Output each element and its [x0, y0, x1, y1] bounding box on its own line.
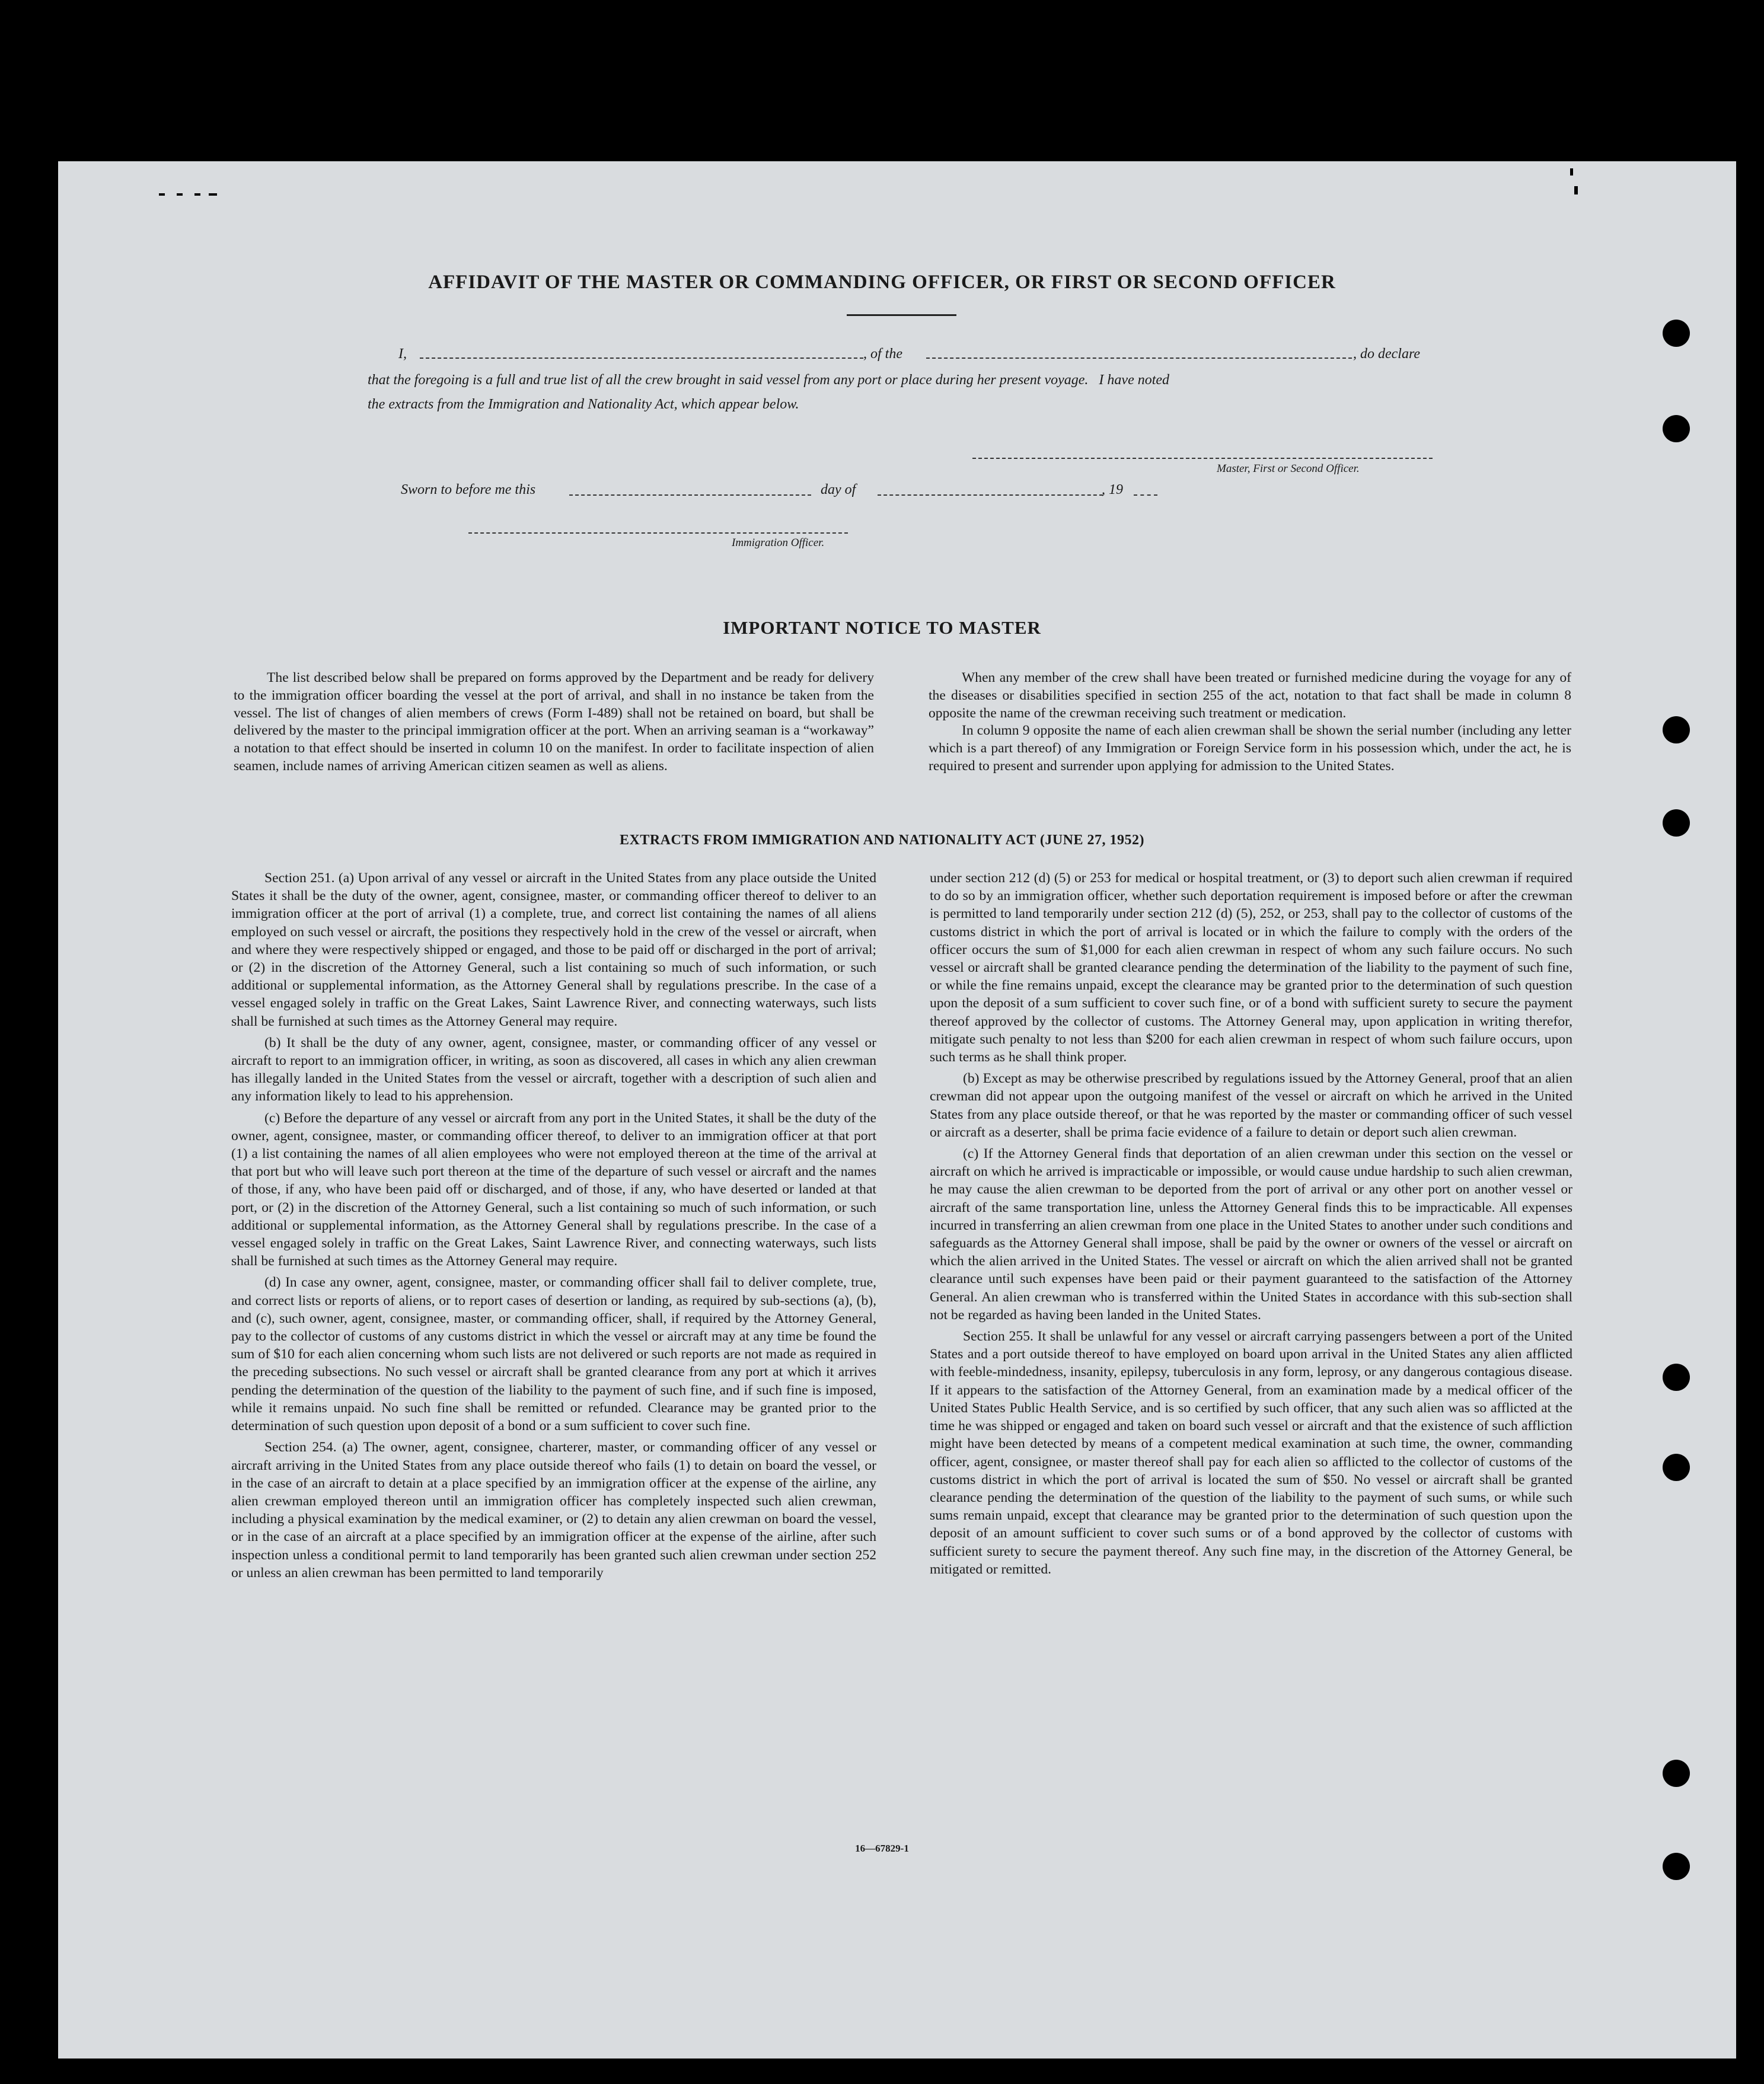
of-the-label: , of the	[863, 346, 902, 362]
declaration-line-1: that the foregoing is a full and true list of all the crew brought in said vessel from any port or place during her present voyage. I have noted	[368, 372, 1170, 388]
declaration-line-2: the extracts from the Immigration and Nationality Act, which appear below.	[368, 397, 799, 412]
sec-254-a: Section 254. (a) The owner, agent, consignee, charterer, master, or commanding officer of any vessel or aircraft arriving in the United States from any place outside thereof who fails (1) to detain on board the vessel, or in the case of an aircraft to detain at a place specified by an immigration officer at the expense of the airline, any alien crewman employed thereon until an immigration officer has completely inspected such alien crewman, including a physical examination by the medical examiner, or (2) to detain any alien crewman on board the vessel, or in the case of an aircraft at a place specified by an immigration officer at the expense of the airline, after such inspection unless a conditional permit to land temporarily has been granted such alien crewman under section 252 or unless an alien crewman has been permitted to land temporarily	[231, 1440, 876, 1581]
sec-251-a: Section 251. (a) Upon arrival of any vessel or aircraft in the United States from any place outside the United States it shall be the duty of the owner, agent, consignee, master, or commanding officer thereof to deliver to an immigration officer at the port of arrival (1) a complete, true, and correct list containing the names of all aliens employed on such vessel or aircraft, the positions they respectively hold in the crew of the vessel or aircraft, when and where they were respectively shipped or engaged, and those to be paid off or discharged in the port of arrival; or (2) in the discretion of the Attorney General, such a list containing so much of such information, or such additional or supplemental information, as the Attorney General shall by regulations prescribe. In the case of a vessel engaged solely in traffic on the Great Lakes, Saint Lawrence River, and connecting waterways, such lists shall be furnished at such times as the Attorney General may require.	[231, 870, 876, 1029]
extracts-left-column	[231, 869, 876, 1582]
binder-hole	[1663, 1760, 1690, 1787]
title-rule	[847, 314, 956, 316]
master-signature-label: Master, First or Second Officer.	[1217, 462, 1360, 475]
sec-251-d: (d) In case any owner, agent, consignee, master, or commanding officer shall fail to deliver complete, true, and correct lists or reports of aliens, or to report cases of desertion or landing, as required by sub-sections (a), (b), and (c), such owner, agent, consignee, master, or commanding officer, shall, if required by the Attorney General, pay to the collector of customs of any customs district in which the vessel or aircraft may at any time be found the sum of $10 for each alien concerning whom such lists are not delivered or such reports are not made as required in the preceding subsections. No such vessel or aircraft shall be granted clearance from any port at which it arrives pending the determination of the question of the liability to the payment of such fine, and if such fine is imposed, while it remains unpaid. No such fine shall be remitted or refunded. Clearance may be granted prior to the determination of such question upon deposit of a bond or a sum sufficient to cover such fine.	[231, 1275, 876, 1434]
vessel-blank[interactable]	[926, 358, 1352, 359]
do-declare-label: , do declare	[1353, 346, 1421, 362]
sworn-month-blank[interactable]	[878, 494, 1103, 496]
notice-title: IMPORTANT NOTICE TO MASTER	[723, 617, 1041, 638]
sec-254-c: (c) If the Attorney General finds that deportation of an alien crewman under this section on the vessel or aircraft on which he arrived is impracticable or impossible, or would cause undue hardship to such alien crewman, he may cause the alien crewman to be deported from the port of arrival or any other port on another vessel or aircraft of the same transportation line, unless the Attorney General finds this to be impracticable. All expenses incurred in transferring an alien crewman from one place in the United States to another under such conditions and safeguards as the Attorney General shall impose, shall be paid by the owner or owners of the vessel or aircraft on which the alien arrived in the United States. The vessel or aircraft on which the alien arrived shall not be granted clearance until such expenses have been paid or their payment guaranteed to the satisfaction of the Attorney General. An alien crewman who is transferred within the United States in accordance with this sub-section shall not be regarded as having been landed in the United States.	[930, 1146, 1572, 1323]
sec-254-b: (b) Except as may be otherwise prescribed by regulations issued by the Attorney General, proof that an alien crewman did not appear upon the outgoing manifest of the vessel or aircraft on which he arrived in the United States from any place outside thereof, or that he was reported by the master or commanding officer of such vessel or aircraft as a deserter, shall be prima facie evidence of a failure to detain or deport such alien crewman.	[930, 1071, 1572, 1140]
notice-right-paragraph-1: When any member of the crew shall have been treated or furnished medicine during the voyage for any of the diseases or disabilities specified in section 255 of the act, notation to that fact shall be made in column 8 opposite the name of the crewman receiving such treatment or medication.	[929, 670, 1571, 721]
year-blank[interactable]	[1134, 494, 1157, 496]
binder-hole	[1663, 1454, 1690, 1481]
extracts-right-column	[930, 869, 1572, 1578]
binder-hole	[1663, 1364, 1690, 1391]
sec-251-c: (c) Before the departure of any vessel or aircraft from any port in the United States, it shall be the duty of the owner, agent, consignee, master, or commanding officer thereof, to deliver to an immigration officer at that port (1) a list containing the names of all alien employees who were not employed thereon at the time of the arrival at that port but who will leave such port thereon at the time of the departure of such vessel or aircraft and the names of those, if any, who have been paid off or discharged, and of those, if any, who have deserted or landed at that port, or (2) in the discretion of the Attorney General, such a list containing so much of such information, or such additional or supplemental information, as the Attorney General shall by regulations prescribe. In the case of a vessel engaged solely in traffic on the Great Lakes, Saint Lawrence River, and connecting waterways, such lists shall be furnished at such times as the Attorney General may require.	[231, 1110, 876, 1269]
officer-signature-line[interactable]	[468, 532, 848, 534]
extracts-title: EXTRACTS FROM IMMIGRATION AND NATIONALITY ACT (JUNE 27, 1952)	[620, 832, 1144, 848]
master-signature-line[interactable]	[972, 458, 1433, 459]
binder-hole	[1663, 716, 1690, 743]
scan-speck	[177, 193, 183, 196]
notice-right-column	[929, 669, 1571, 775]
binder-hole	[1663, 320, 1690, 347]
binder-hole	[1663, 415, 1690, 442]
scan-speck	[194, 193, 200, 196]
year-label: , 19	[1102, 482, 1123, 497]
scan-speck	[159, 193, 165, 196]
notice-right-paragraph-2: In column 9 opposite the name of each alien crewman shall be shown the serial number (including any letter which is a part thereof) of any Immigration or Foreign Service form in his possession which, under the act, he is required to present and surrender upon applying for admission to the United States.	[929, 723, 1571, 774]
scan-speck	[209, 193, 217, 196]
notice-left-paragraph: The list described below shall be prepared on forms approved by the Department and be ready for delivery to the immigration officer boarding the vessel at the port of arrival, and shall in no instance be taken from the vessel. The list of changes of alien members of crews (Form I-489) shall not be retained on board, but shall be delivered by the master to the principal immigration officer at the port. When an arriving seaman is a “workaway” a notation to that effect should be inserted in column 10 on the manifest. In order to facilitate inspection of alien seamen, include names of arriving American citizen seamen as well as aliens.	[234, 670, 874, 774]
affidavit-title: AFFIDAVIT OF THE MASTER OR COMMANDING OFFICER, OR FIRST OR SECOND OFFICER	[428, 272, 1336, 293]
binder-hole	[1663, 1853, 1690, 1880]
i-label: I,	[398, 346, 407, 362]
sworn-day-blank[interactable]	[569, 494, 811, 496]
sworn-label: Sworn to before me this	[401, 482, 536, 497]
day-of-label: day of	[821, 482, 856, 497]
officer-signature-label: Immigration Officer.	[732, 537, 825, 549]
sec-255: Section 255. It shall be unlawful for any vessel or aircraft carrying passengers between a port of the United States and a port outside thereof to have employed on board upon arrival in the United States any alien afflicted with feeble-mindedness, insanity, epilepsy, tuberculosis in any form, leprosy, or any dangerous contagious disease. If it appears to the satisfaction of the Attorney General, from an examination made by a medical officer of the United States Public Health Service, and is so certified by such officer, that any such alien was so afflicted at the time he was shipped or engaged and taken on board such vessel or aircraft and that the existence of such affliction might have been detected by means of a competent medical examination at such time, the owner, commanding officer, agent, consignee, or master thereof shall pay for each alien so afflicted to the collector of customs of the customs district in which the port of arrival is located the sum of $50. No vessel or aircraft shall be granted clearance pending the determination of the question of the liability to the payment of such sums, or while such sums remain unpaid, except that clearance may be granted prior to the determination of such question upon the deposit of an amount sufficient to cover such sums or of a bond approved by the collector of customs with sufficient surety to secure the payment thereof. Any such fine may, in the discretion of the Attorney General, be mitigated or remitted.	[930, 1329, 1572, 1577]
scan-speck	[1574, 186, 1578, 194]
sec-254-a-cont: under section 212 (d) (5) or 253 for medical or hospital treatment, or (3) to deport such alien crewman if required to do so by an immigration officer, whether such deportation requirement is imposed before or after the crewman is permitted to land temporarily under section 212 (d) (5), 252, or 253, shall pay to the collector of customs of the customs district in which the port of arrival is located or in which the failure to comply with the orders of the officer occurs the sum of $1,000 for each alien crewman in respect of whom any such failure occurs. No such vessel or aircraft shall be granted clearance pending the determination of the liability to the payment of such fine, or while the fine remains unpaid, except the clearance may be granted prior to the determination of such question upon the deposit of a sum sufficient to cover such fine, or of a bond with sufficient surety to secure the payment thereof approved by the collector of customs. The Attorney General may, upon application in writing therefor, mitigate such penalty to not less than $200 for each alien crewman in respect of whom such failure occurs, upon such terms as he shall think proper.	[930, 870, 1572, 1065]
notice-left-column	[234, 669, 874, 775]
scan-speck	[1570, 168, 1573, 175]
form-number: 16—67829-1	[855, 1843, 909, 1854]
name-blank[interactable]	[420, 358, 863, 359]
sec-251-b: (b) It shall be the duty of any owner, agent, consignee, master, or commanding officer of any vessel or aircraft to report to an immigration officer, in writing, as soon as discovered, all cases in which any alien crewman has illegally landed in the United States from the vessel or aircraft, together with a description of such alien and any information likely to lead to his apprehension.	[231, 1035, 876, 1105]
